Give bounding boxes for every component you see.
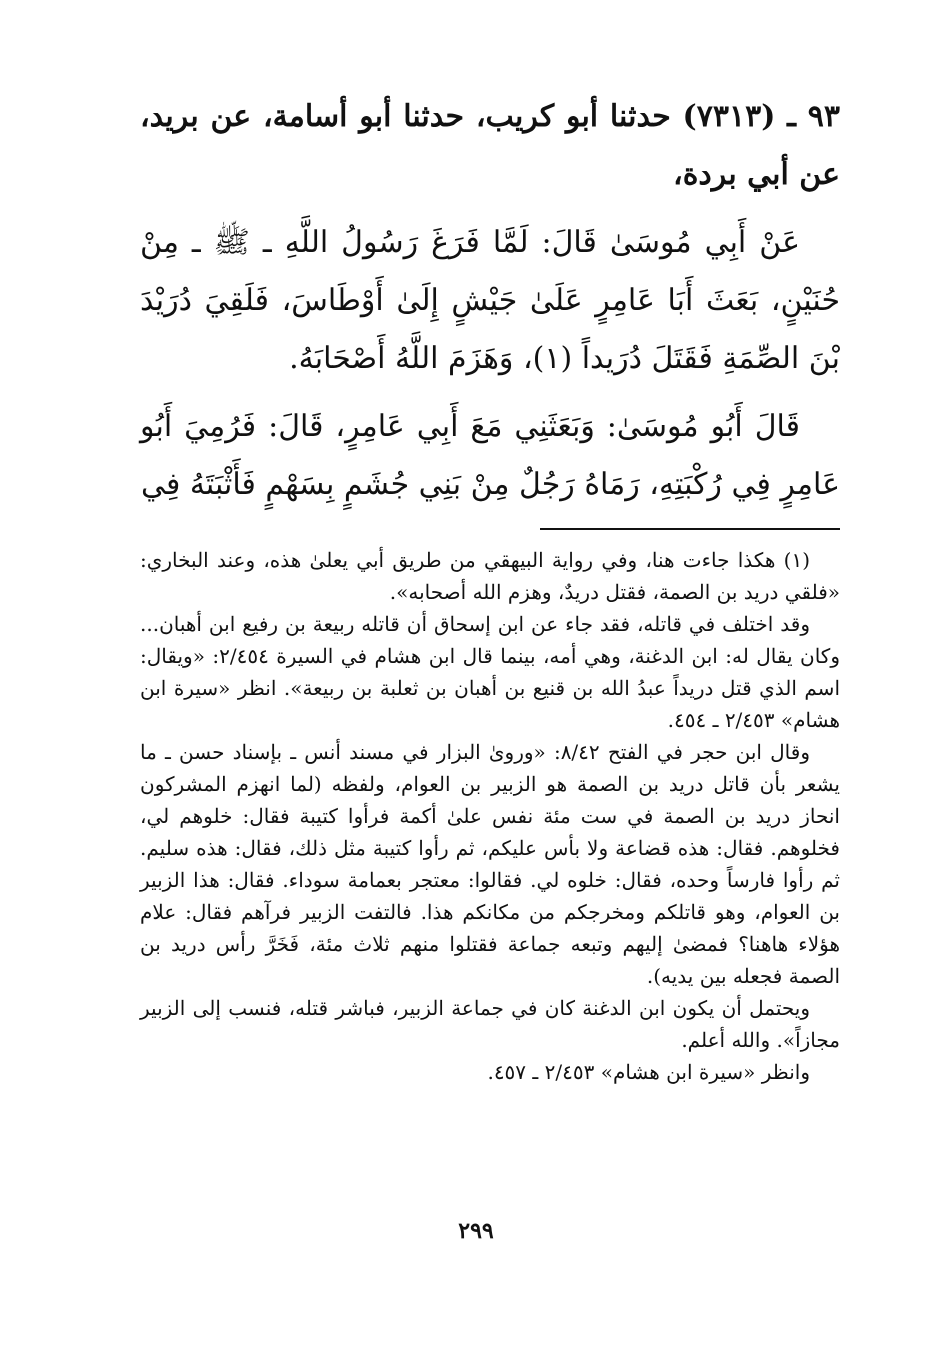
footnote-paragraph: وقد اختلف في قاتله، فقد جاء عن ابن إسحاق أن قاتله ربيعة بن رفيع ابن أهبان... وكان يقال له: ابن الدغنة، وهي أمه، بينما قال ابن هشام في السيرة ٢/٤٥٤: «ويقال: اسم الذي قتل دريداً عبدُ الله بن قنيع بن أهبان بن ثعلبة بن ربيعة». انظر «سيرة ابن هشام» ٢/٤٥٣ ـ ٤٥٤. <box>140 612 840 732</box>
page-number: ٢٩٩ <box>458 1218 494 1244</box>
hadith-paragraph-2: قَالَ أَبُو مُوسَىٰ: وَبَعَثَنِي مَعَ أَبِي عَامِرٍ، قَالَ: فَرُمِيَ أَبُو عَامِرٍ فِي رُكْبَتِهِ، رَمَاهُ رَجُلٌ مِنْ بَنِي جُشَمٍ بِسَهْمٍ فَأَثْبَتَهُ فِي <box>140 409 840 502</box>
footnote-separator <box>540 528 840 530</box>
footnotes <box>140 544 840 1088</box>
footnote-separator-wrap <box>140 528 840 530</box>
footnote-paragraph: وانظر «سيرة ابن هشام» ٢/٤٥٣ ـ ٤٥٧. <box>487 1060 810 1084</box>
footnote-paragraph: وقال ابن حجر في الفتح ٨/٤٢: «وروىٰ البزار في مسند أنس ـ بإسناد حسن ـ ما يشعر بأن قاتل دريد بن الصمة هو الزبير بن العوام، ولفظه (لما انهزم المشركون انحاز دريد بن الصمة في ست مئة نفس علىٰ أكمة فرأوا كتيبة فقال: خلوهم لي، فخلوهم. فقال: هذه قضاعة ولا بأس عليكم، ثم رأوا كتيبة مثل ذلك، فقال: هذه سليم. ثم رأوا فارساً وحده، فقال: خلوه لي. فقالوا: معتجر بعمامة سوداء. فقال: هذا الزبير بن العوام، وهو قاتلكم ومخرجكم من مكانكم هذا. فالتفت الزبير فرآهم فقال: علام هؤلاء هاهنا؟ فمضىٰ إليهم وتبعه جماعة فقتلوا منهم ثلاث مئة، فَخَرَّ رأس دريد بن الصمة فجعله بين يديه). <box>140 740 840 988</box>
footnote-paragraph: ويحتمل أن يكون ابن الدغنة كان في جماعة الزبير، فباشر قتله، فنسب إلى الزبير مجازاً». والله أعلم. <box>140 996 840 1052</box>
hadith-paragraph-1: عَنْ أَبِي مُوسَىٰ قَالَ: لَمَّا فَرَغَ رَسُولُ اللَّهِ ـ ﷺ ـ مِنْ حُنَيْنٍ، بَعَثَ أَبَا عَامِرٍ عَلَىٰ جَيْشٍ إِلَىٰ أَوْطَاسَ، فَلَقِيَ دُرَيْدَ بْنَ الصِّمَةِ فَقَتَلَ دُرَيداً (١)، وَهَزَمَ اللَّهُ أَصْحَابَهُ. <box>140 225 840 376</box>
page-body <box>140 88 840 1088</box>
footnote-1: (١) هكذا جاءت هنا، وفي رواية البيهقي من طريق أبي يعلىٰ هذه، وعند البخاري: «فلقي دريد بن الصمة، فقتل دريدٌ، وهزم الله أصحابه». <box>140 548 840 604</box>
main-text <box>140 88 840 514</box>
hadith-chain-heading: ٩٣ ـ (٧٣١٣) حدثنا أبو كريب، حدثنا أبو أسامة، عن بريد، عن أبي بردة، <box>140 99 841 192</box>
